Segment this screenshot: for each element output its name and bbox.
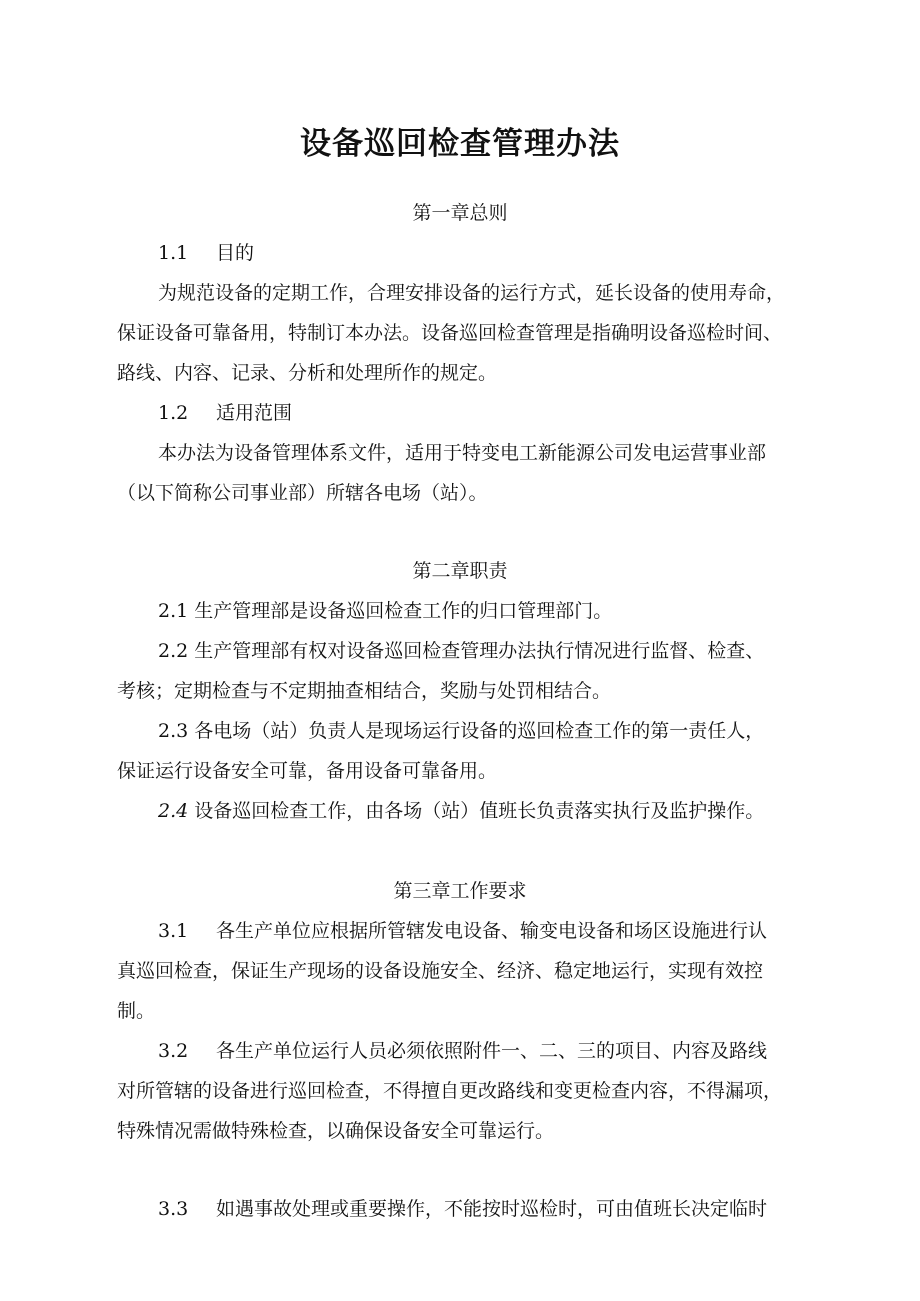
paragraph-line: 为规范设备的定期工作，合理安排设备的运行方式，延长设备的使用寿命， (158, 282, 786, 304)
paragraph-line: 保证设备可靠备用，特制订本办法。设备巡回检查管理是指确明设备巡检时间、 (117, 322, 783, 344)
clause-2-1 (158, 597, 612, 625)
clause-text: 各生产单位应根据所管辖发电设备、输变电设备和场区设施进行认 (216, 920, 768, 942)
paragraph-line: （以下简称公司事业部）所辖各电场（站）。 (117, 482, 488, 504)
clause-number: 3.1 (158, 920, 189, 942)
paragraph-line: 考核；定期检查与不定期抽查相结合，奖励与处罚相结合。 (117, 680, 612, 702)
chapter-1-heading: 第一章总则 (412, 202, 508, 224)
chapter-3-heading: 第三章工作要求 (393, 880, 527, 902)
section-title: 适用范围 (216, 402, 293, 424)
clause-number: 2.4 (158, 800, 189, 822)
paragraph-line: 对所管辖的设备进行巡回检查，不得擅自更改路线和变更检查内容，不得漏项， (117, 1080, 783, 1102)
paragraph-line: 保证运行设备安全可靠，备用设备可靠备用。 (117, 760, 498, 782)
clause-text: 生产管理部是设备巡回检查工作的归口管理部门。 (194, 600, 613, 622)
clause-3-3 (158, 1195, 767, 1223)
clause-2-4 (158, 797, 764, 825)
clause-number: 2.3 (158, 720, 189, 742)
clause-text: 各生产单位运行人员必须依照附件一、二、三的项目、内容及路线 (216, 1040, 768, 1062)
document-title: 设备巡回检查管理办法 (300, 126, 620, 162)
paragraph-line: 特殊情况需做特殊检查，以确保设备安全可靠运行。 (117, 1120, 555, 1142)
section-title: 目的 (216, 242, 255, 264)
clause-number: 3.2 (158, 1040, 189, 1062)
clause-text: 设备巡回检查工作，由各场（站）值班长负责落实执行及监护操作。 (194, 800, 765, 822)
paragraph-line: 制。 (117, 1000, 156, 1022)
clause-3-2 (158, 1037, 767, 1065)
section-1-2-heading (158, 399, 292, 427)
clause-number: 2.1 (158, 600, 189, 622)
paragraph-line: 真巡回检查，保证生产现场的设备设施安全、经济、稳定地运行，实现有效控 (117, 960, 764, 982)
section-number: 1.2 (158, 402, 189, 424)
clause-number: 3.3 (158, 1198, 189, 1220)
clause-text: 生产管理部有权对设备巡回检查管理办法执行情况进行监督、检查、 (194, 640, 765, 662)
section-number: 1.1 (158, 242, 189, 264)
clause-3-1 (158, 917, 767, 945)
clause-text: 各电场（站）负责人是现场运行设备的巡回检查工作的第一责任人， (194, 720, 765, 742)
clause-2-2 (158, 637, 764, 665)
section-1-1-heading (158, 239, 254, 267)
paragraph-line: 路线、内容、记录、分析和处理所作的规定。 (117, 362, 498, 384)
clause-number: 2.2 (158, 640, 189, 662)
paragraph-line: 本办法为设备管理体系文件，适用于特变电工新能源公司发电运营事业部 (158, 442, 767, 464)
chapter-2-heading: 第二章职责 (412, 560, 508, 582)
clause-2-3 (158, 717, 764, 745)
clause-text: 如遇事故处理或重要操作，不能按时巡检时，可由值班长决定临时 (216, 1198, 768, 1220)
